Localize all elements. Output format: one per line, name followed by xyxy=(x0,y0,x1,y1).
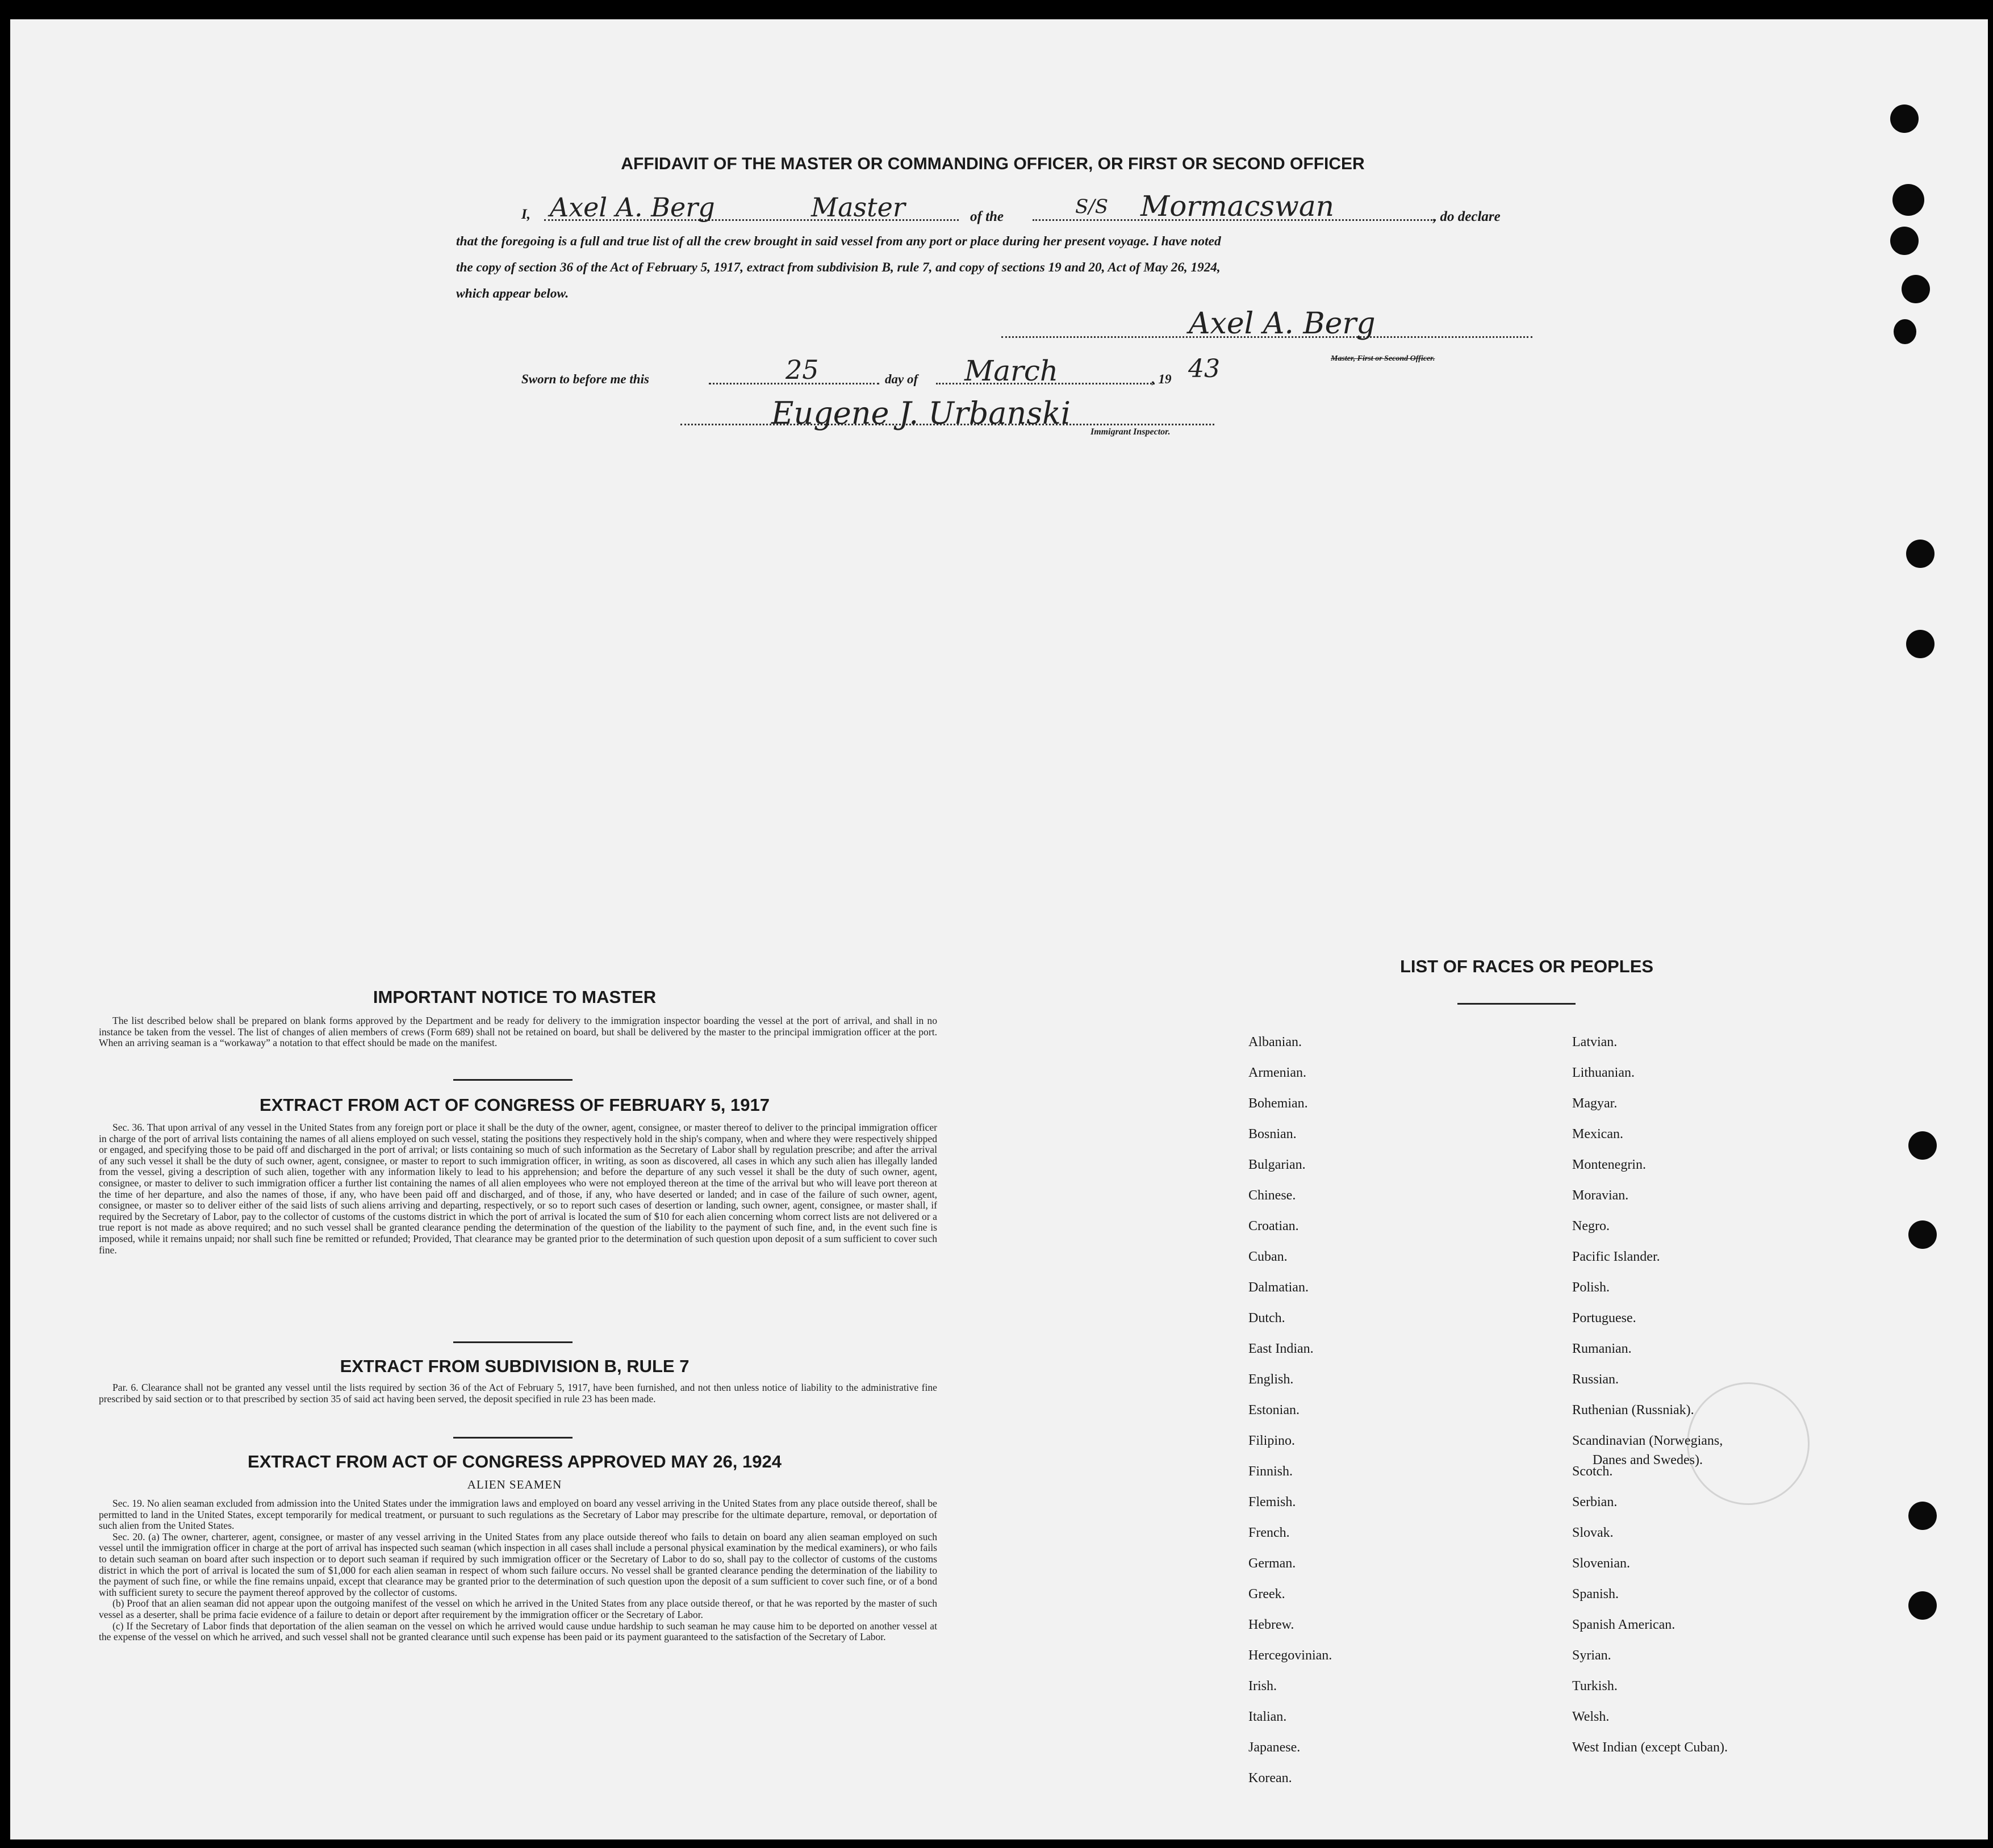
race-item: English. xyxy=(1248,1372,1294,1387)
race-item: Estonian. xyxy=(1248,1403,1300,1418)
sworn-day-of: day of xyxy=(885,372,918,386)
par-6-paragraph: Par. 6. Clearance shall not be granted any vessel until the lists required by section 36 of the Act of February 5, 1917, have been furnished, and not then unless notice of liability to the administrative fine prescribed by said section or to that prescribed by section 35 of said act having been served, the deposit specified in rule 23 has been made. xyxy=(99,1382,937,1404)
affidavit-title: AFFIDAVIT OF THE MASTER OR COMMANDING OFFICER, OR FIRST OR SECOND OFFICER xyxy=(621,154,1365,173)
handwritten-month: March xyxy=(964,354,1059,387)
notice-title: IMPORTANT NOTICE TO MASTER xyxy=(373,987,657,1007)
sec-19-paragraph: Sec. 19. No alien seaman excluded from admission into the United States under the immigration laws and employed on board any vessel arriving in the United States from any place outside thereof, shall be permitted to land in the United States, except temporarily for medical treatment, or pursuant to such regulations as the Secretary of Labor may prescribe for the ultimate departure, removal, or deportation of such alien from the United States. xyxy=(99,1498,937,1532)
affidavit-declare: , do declare xyxy=(1433,209,1501,224)
affidavit-intro: I, xyxy=(521,207,530,222)
race-item: Turkish. xyxy=(1572,1679,1618,1694)
punch-hole xyxy=(1894,319,1916,344)
extract-rule7-text xyxy=(99,1382,937,1404)
handwritten-master-title: Master xyxy=(811,192,905,223)
handwritten-master-name: Axel A. Berg xyxy=(550,192,715,223)
race-item: Negro. xyxy=(1572,1219,1610,1234)
document-sheet xyxy=(10,19,1988,1839)
race-item: Filipino. xyxy=(1248,1433,1296,1448)
sec-20c-paragraph: (c) If the Secretary of Labor finds that deportation of the alien seaman on the vessel on which he arrived would cause undue hardship to such seaman he may cause him to be deported on another vessel at the expense of the vessel on which he arrived, and such vessel shall not be granted clearance until such expense has been paid or its payment guaranteed to the satisfaction of the Secretary of Labor. xyxy=(99,1620,937,1643)
race-item: Irish. xyxy=(1248,1679,1277,1694)
extract-1924-text xyxy=(99,1498,937,1643)
sworn-prefix: Sworn to before me this xyxy=(521,372,649,386)
race-item: Dalmatian. xyxy=(1248,1280,1309,1295)
punch-hole xyxy=(1890,227,1919,255)
race-item: Magyar. xyxy=(1572,1096,1618,1111)
race-item: Welsh. xyxy=(1572,1709,1610,1724)
race-item: Croatian. xyxy=(1248,1219,1299,1234)
extract-rule7-title: EXTRACT FROM SUBDIVISION B, RULE 7 xyxy=(340,1356,690,1376)
race-item: Russian. xyxy=(1572,1372,1619,1387)
extract-1917-text xyxy=(99,1122,937,1256)
race-item: Finnish. xyxy=(1248,1464,1293,1479)
punch-hole xyxy=(1908,1220,1937,1249)
race-item: Latvian. xyxy=(1572,1035,1618,1050)
race-item: French. xyxy=(1248,1525,1290,1540)
race-item: Serbian. xyxy=(1572,1495,1618,1510)
punch-hole xyxy=(1908,1591,1937,1620)
punch-hole xyxy=(1906,540,1934,568)
race-item: Scotch. xyxy=(1572,1464,1613,1479)
sworn-year-prefix: , 19 xyxy=(1152,372,1172,386)
affidavit-line-4: which appear below. xyxy=(456,286,569,301)
race-item: Hercegovinian. xyxy=(1248,1648,1332,1663)
race-item: Bohemian. xyxy=(1248,1096,1308,1111)
race-item: Syrian. xyxy=(1572,1648,1611,1663)
master-signature: Axel A. Berg xyxy=(1189,307,1376,341)
race-item: Portuguese. xyxy=(1572,1311,1636,1326)
race-item: Bosnian. xyxy=(1248,1127,1297,1142)
races-title: LIST OF RACES OR PEOPLES xyxy=(1399,956,1654,976)
notice-paragraph: The list described below shall be prepared on blank forms approved by the Department and be ready for delivery to the immigration inspector boarding the vessel at the port of arrival, and shall in no instance be taken from the vessel. The list of changes of alien members of crews (Form 689) shall not be retained on board, but shall be delivered by the master to the principal immigration officer at the port. When an arriving seaman is a “workaway” a notation to that effect should be made on the manifest. xyxy=(99,1015,937,1049)
race-item: Armenian. xyxy=(1248,1065,1306,1080)
race-item: Dutch. xyxy=(1248,1311,1285,1326)
race-item: Slovak. xyxy=(1572,1525,1614,1540)
signature-caption: Master, First or Second Officer. xyxy=(1331,354,1435,363)
sec-36-paragraph: Sec. 36. That upon arrival of any vessel in the United States from any foreign port or place it shall be the duty of the owner, agent, consignee, or master thereof to deliver to the principal immigration officer in charge of the port of arrival lists containing the names of all aliens employed on such vessel, stating the positions they respectively hold in the ship's company, when and where they were respectively shipped or engaged, and specifying those to be paid off and discharged in the port of arrival; or lists containing so much of such information as the Secretary of Labor shall by regulation prescribe; and after the arrival of any such vessel it shall be the duty of such owner, agent, consignee, or master to report to such immigration officer, in writing, as soon as discovered, all cases in which any such alien has illegally landed from the vessel, giving a description of such alien, together with any information likely to lead to his apprehension; and before the departure of any such vessel it shall be the duty of such owner, agent, consignee, or master to deliver to such immigration officer a further list containing the names of all alien employees who were not employed thereon at the time of the arrival but who will leave port thereon at the time of her departure, and also the names of those, if any, who have been paid off and discharged, and of those, if any, who have deserted or landed; and in case of the failure of such owner, agent, consignee, or master so to deliver either of the said lists of such aliens arriving and departing, respectively, or so to report such cases of desertion or landing, such owner, agent, consignee, or master shall, if required by the Secretary of Labor, pay to the collector of customs of the customs district in which the port of arrival is located the sum of $10 for each alien concerning whom correct lists are not delivered or a true report is not made as above required; and no such vessel shall be granted clearance pending the determination of the question of the liability to the payment of such fine, and, in the event such fine is imposed, while it remains unpaid; nor shall such fine be remitted or refunded; Provided, That clearance may be granted prior to the determination of such question upon deposit of a sum sufficient to cover such fine. xyxy=(99,1122,937,1256)
punch-hole xyxy=(1902,275,1930,303)
race-item: Italian. xyxy=(1248,1709,1287,1724)
race-item: Hebrew. xyxy=(1248,1617,1294,1632)
race-item: Moravian. xyxy=(1572,1188,1629,1203)
handwritten-year: 43 xyxy=(1188,354,1220,383)
affidavit-line-2: that the foregoing is a full and true list of all the crew brought in said vessel from any port or place during her present voyage. I have noted xyxy=(456,234,1221,249)
section-divider xyxy=(453,1079,573,1081)
handwritten-day: 25 xyxy=(785,354,819,385)
race-item: Ruthenian (Russniak). xyxy=(1572,1403,1694,1418)
race-item: Scandinavian (Norwegians, xyxy=(1572,1433,1723,1448)
race-item: Chinese. xyxy=(1248,1188,1296,1203)
punch-hole xyxy=(1908,1502,1937,1530)
race-item: Cuban. xyxy=(1248,1249,1288,1264)
extract-1924-subtitle: ALIEN SEAMEN xyxy=(467,1478,562,1491)
section-divider xyxy=(453,1341,573,1343)
sec-20a-paragraph: Sec. 20. (a) The owner, charterer, agent, consignee, or master of any vessel arriving in the United States from any place outside thereof who fails to detain on board any alien seaman employed on such vessel until the immigration officer in charge at the port of arrival has inspected such seaman (which inspection in all cases shall include a personal physical examination by the medical examiners), or who fails to detain such seaman on board after such inspection or to deport such seaman if required by such immigration officer or the Secretary of Labor to do so, shall pay to the collector of customs of the customs district in which the port of arrival is located the sum of $1,000 for each alien seaman in respect of whom such failure occurs. No vessel shall be granted clearance pending the determination of the liability to the payment of such fine, or while the fine remains unpaid, except that clearance may be granted prior to the determination of such question upon the deposit of a sum sufficient to cover such fine, or of a bond with sufficient surety to secure the payment thereof approved by the collector of customs. xyxy=(99,1531,937,1598)
race-item: Danes and Swedes). xyxy=(1593,1453,1703,1467)
punch-hole xyxy=(1908,1131,1937,1160)
punch-hole xyxy=(1892,184,1924,216)
inspector-signature: Eugene J. Urbanski xyxy=(771,395,1071,431)
notice-text xyxy=(99,1015,937,1049)
handwritten-vessel-name: Mormacswan xyxy=(1140,190,1334,223)
race-item: Spanish. xyxy=(1572,1587,1619,1602)
race-item: Flemish. xyxy=(1248,1495,1296,1510)
race-item: Montenegrin. xyxy=(1572,1157,1646,1172)
section-divider xyxy=(1457,1003,1576,1005)
affidavit-line-3: the copy of section 36 of the Act of February 5, 1917, extract from subdivision B, rule 7, and copy of sections 19 and 20, Act of May 26, 1924, xyxy=(456,260,1221,275)
race-item: German. xyxy=(1248,1556,1296,1571)
race-item: Rumanian. xyxy=(1572,1341,1632,1356)
race-item: Slovenian. xyxy=(1572,1556,1630,1571)
inspector-caption: Immigrant Inspector. xyxy=(1090,427,1171,437)
race-item: East Indian. xyxy=(1248,1341,1314,1356)
race-item: Mexican. xyxy=(1572,1127,1623,1142)
handwritten-vessel-prefix: S/S xyxy=(1075,195,1109,218)
race-item: Korean. xyxy=(1248,1771,1292,1786)
section-divider xyxy=(453,1437,573,1439)
race-item: Japanese. xyxy=(1248,1740,1301,1755)
race-item: Bulgarian. xyxy=(1248,1157,1306,1172)
punch-hole xyxy=(1890,104,1919,133)
race-item: Pacific Islander. xyxy=(1572,1249,1660,1264)
extract-1917-title: EXTRACT FROM ACT OF CONGRESS OF FEBRUARY 5, 1917 xyxy=(260,1095,770,1115)
race-item: Albanian. xyxy=(1248,1035,1302,1050)
race-item: West Indian (except Cuban). xyxy=(1572,1740,1728,1755)
punch-hole xyxy=(1906,630,1934,658)
race-item: Spanish American. xyxy=(1572,1617,1676,1632)
race-item: Greek. xyxy=(1248,1587,1285,1602)
race-item: Lithuanian. xyxy=(1572,1065,1635,1080)
affidavit-of-the: of the xyxy=(970,209,1004,224)
race-item: Polish. xyxy=(1572,1280,1610,1295)
extract-1924-title: EXTRACT FROM ACT OF CONGRESS APPROVED MAY 26, 1924 xyxy=(248,1452,782,1471)
sec-20b-paragraph: (b) Proof that an alien seaman did not appear upon the outgoing manifest of the vessel on which he arrived in the United States from any place outside thereof, or that he was reported by the master of such vessel as a deserter, shall be prima facie evidence of a failure to detain or deport after requirement by the immigration officer or the Secretary of Labor. xyxy=(99,1598,937,1620)
